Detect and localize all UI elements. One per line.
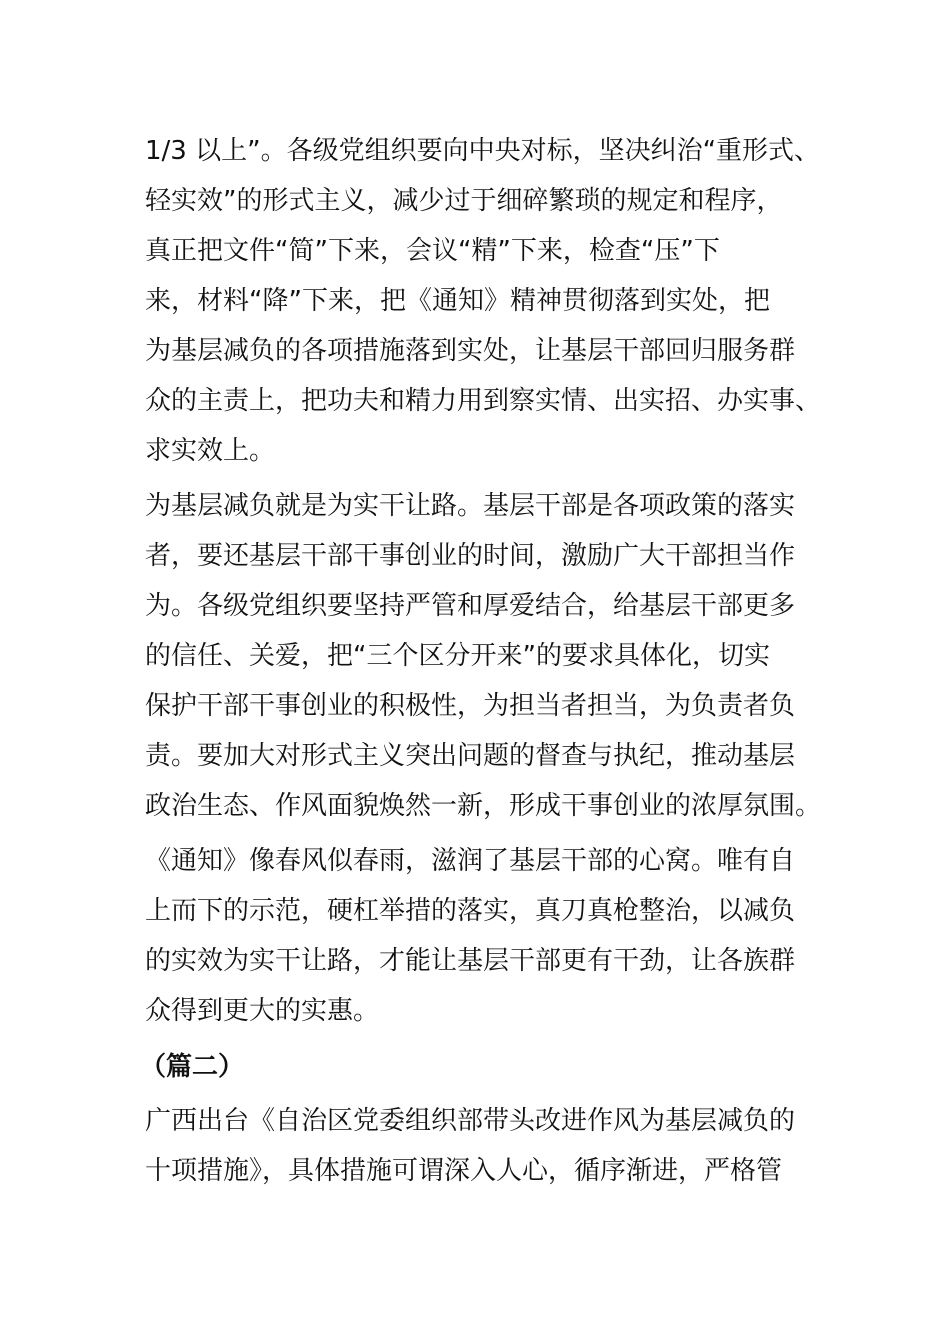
text-line: 轻实效”的形式主义，减少过于细碎繁琐的规定和程序，	[145, 186, 783, 216]
text-line: 为基层减负就是为实干让路。基层干部是各项政策的落实	[145, 491, 796, 521]
text-line: 《通知》像春风似春雨，滋润了基层干部的心窝。唯有自	[145, 846, 796, 876]
text-line: 众的主责上，把功夫和精力用到察实情、出实招、办实事、	[145, 386, 822, 416]
text-line: 真正把文件“简”下来，会议“精”下来，检查“压”下	[145, 236, 720, 266]
text-line: 为基层减负的各项措施落到实处，让基层干部回归服务群	[145, 336, 796, 366]
text-line: 1/3 以上”。各级党组织要向中央对标，坚决纠治“重形式、	[145, 136, 821, 166]
text-line: 众得到更大的实惠。	[145, 996, 380, 1026]
text-line: 责。要加大对形式主义突出问题的督查与执纪，推动基层	[145, 741, 796, 771]
section-heading: （篇二）	[140, 1052, 245, 1082]
text-line: 为。各级党组织要坚持严管和厚爱结合，给基层干部更多	[145, 591, 796, 621]
text-line: 的实效为实干让路，才能让基层干部更有干劲，让各族群	[145, 946, 796, 976]
text-line: 广西出台《自治区党委组织部带头改进作风为基层减负的	[145, 1106, 796, 1136]
text-line: 者，要还基层干部干事创业的时间，激励广大干部担当作	[145, 541, 796, 571]
text-line: 十项措施》，具体措施可谓深入人心，循序渐进，严格管	[145, 1156, 783, 1186]
text-line: 政治生态、作风面貌焕然一新，形成干事创业的浓厚氛围。	[145, 791, 822, 821]
text-line: 保护干部干事创业的积极性，为担当者担当，为负责者负	[145, 691, 796, 721]
text-line: 上而下的示范，硬杠举措的落实，真刀真枪整治，以减负	[145, 896, 796, 926]
text-line: 求实效上。	[145, 436, 276, 466]
text-line: 的信任、关爱，把“三个区分开来”的要求具体化，切实	[145, 641, 770, 671]
text-line: 来，材料“降”下来，把《通知》精神贯彻落到实处，把	[145, 286, 770, 316]
